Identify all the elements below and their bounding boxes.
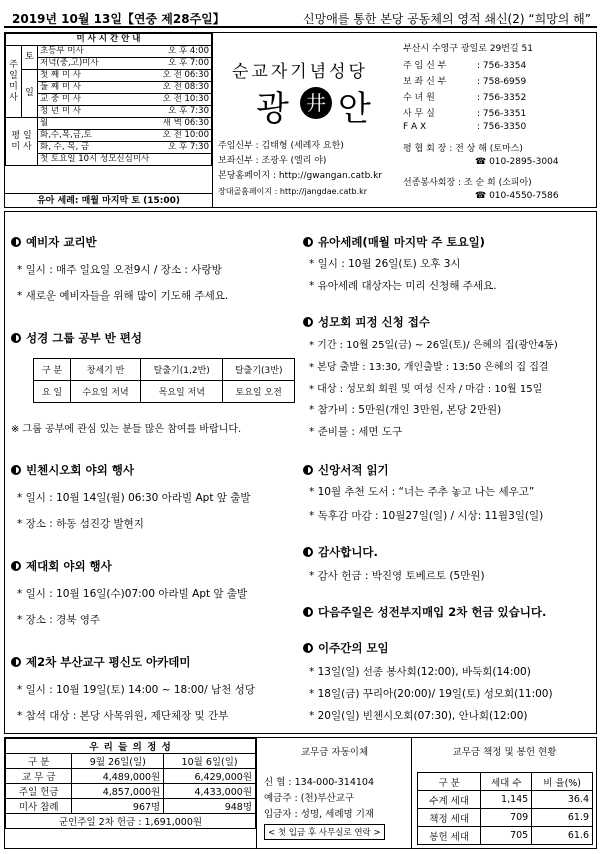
section-bullet-icon <box>11 657 21 667</box>
section-bullet-icon <box>303 547 313 557</box>
contact-office-note: < 첫 입금 후 사무실로 연락 > <box>264 824 385 840</box>
schedule-row: 화,수,목,금,토 오 전 10:00 <box>38 130 212 142</box>
section-bullet-icon <box>11 561 21 571</box>
list-item: * 10월 추천 도서 : “너는 주추 놓고 나는 세우고” <box>309 486 535 498</box>
parish-brand <box>214 33 390 208</box>
table-cell: 탈출기(1,2반) <box>141 359 223 381</box>
table-cell: 1,145 <box>481 791 532 809</box>
list-item: * 기간 : 10월 25일(금) ~ 26일(토)/ 은혜의 집(광안4동) <box>309 340 558 351</box>
year-theme: 신망애를 통한 본당 공동체의 영적 쇄신(2) “희망의 해” <box>303 12 591 26</box>
list-item: * 일시 : 10월 16일(수)07:00 아라빌 Apt 앞 출발 <box>17 588 248 600</box>
contact-row: 사 무 실 : 756-3351 <box>403 109 527 119</box>
schedule-row: 청 년 미 사 오 후 7:30 <box>38 106 212 118</box>
issue-date: 2019년 10월 13일【연중 제28주일】 <box>12 12 225 26</box>
table-cell: 9월 26일(일) <box>72 754 164 769</box>
table-cell: 수요일 저녁 <box>71 381 141 403</box>
address: 부산시 수영구 광일로 29번길 51 <box>403 44 533 54</box>
contact-row: 보 좌 신 부 : 758-6959 <box>403 77 527 87</box>
sunday-label: 일 <box>22 70 38 118</box>
section-title: 유아세례(매월 마지막 주 토요일) <box>303 234 485 250</box>
auto-title: 교무금 자동이체 <box>300 747 369 758</box>
missionary-phone: ☎ 010-4550-7586 <box>475 191 559 201</box>
clergy-info <box>218 139 382 199</box>
schedule-row: 화, 수, 목, 금 오 후 7:30 <box>38 142 212 154</box>
table-cell: 봉헌 세대 <box>418 827 481 845</box>
status-title: 교무금 책정 및 봉헌 현황 <box>452 747 557 758</box>
table-cell: 세대 수 <box>481 773 532 791</box>
bible-group-table <box>33 358 295 403</box>
schedule-row: 초등부 미사 오 후 4:00 <box>38 46 212 58</box>
list-item: * 일시 : 10월 19일(토) 14:00 ~ 18:00/ 남천 성당 <box>17 684 255 696</box>
section-title: 신앙서적 읽기 <box>303 462 389 478</box>
table-cell: 4,857,000원 <box>72 784 164 799</box>
section-title: 감사합니다. <box>303 544 378 560</box>
table-cell: 책정 세대 <box>418 809 481 827</box>
table-cell: 창세기 반 <box>71 359 141 381</box>
table-cell: 61.6 <box>532 827 593 845</box>
offering-title: 우 리 들 의 정 성 <box>6 739 256 754</box>
table-cell: 탈출기(3반) <box>223 359 295 381</box>
table-cell: 교 무 금 <box>6 769 72 784</box>
assessment-status <box>413 738 596 848</box>
brand-name-left: 광 <box>256 89 289 129</box>
section-bullet-icon <box>11 237 21 247</box>
section-title: 성모회 피정 신청 접수 <box>303 314 430 330</box>
section-bullet-icon <box>303 643 313 653</box>
list-item: * 본당 출발 : 13:30, 개인출발 : 13:50 은혜의 집 집결 <box>309 362 549 373</box>
section-title: 빈첸시오회 야외 행사 <box>11 462 134 478</box>
top-bar <box>4 6 597 28</box>
mass-schedule <box>5 33 213 193</box>
pastor-line: 주임신부 : 김태형 (세례자 요한) <box>218 141 344 151</box>
list-item: * 일시 : 10월 26일(토) 오후 3시 <box>309 258 461 270</box>
table-cell: 주일 헌금 <box>6 784 72 799</box>
weekday-mass-label: 평 일 미 사 <box>6 118 38 166</box>
brand-subtitle: 순교자기념성당 <box>232 62 368 82</box>
missionary-president: 선종봉사회장 : 조 순 희 (소피아) <box>403 178 532 188</box>
contact-row: 주 임 신 부 : 756-3354 <box>403 61 527 71</box>
schedule-title: 미 사 시 간 안 내 <box>6 34 212 46</box>
infant-baptism-note: 유아 세례: 매월 마지막 토 (15:00) <box>5 193 213 208</box>
table-cell: 948명 <box>164 799 256 814</box>
schedule-row: 저녁(중,고)미사 오 후 7:00 <box>38 58 212 70</box>
schedule-row: 교 중 미 사 오 전 10:30 <box>38 94 212 106</box>
schedule-row: 월 새 벽 06:30 <box>38 118 212 130</box>
list-item: * 20일(일) 빈첸시오회(07:30), 안나회(12:00) <box>309 710 528 722</box>
header-box <box>4 32 597 208</box>
schedule-row: 둘 째 미 사 오 전 08:30 <box>38 82 212 94</box>
list-item: * 새로운 예비자들을 위해 많이 기도해 주세요. <box>17 290 229 302</box>
section-title: 이주간의 모임 <box>303 640 389 656</box>
auto-transfer <box>258 738 412 848</box>
list-item: * 13일(일) 선종 봉사회(12:00), 바둑회(14:00) <box>309 666 531 678</box>
council-phone: ☎ 010-2895-3004 <box>475 157 559 167</box>
table-cell: 61.9 <box>532 809 593 827</box>
table-cell: 36.4 <box>532 791 593 809</box>
contact-info <box>395 33 597 208</box>
list-item: * 일시 : 10월 14일(월) 06:30 아라빌 Apt 앞 출발 <box>17 492 251 504</box>
military-offering: 군인주일 2차 헌금 : 1,691,000원 <box>6 814 256 829</box>
section-bullet-icon <box>303 317 313 327</box>
depositor-note: 입금자 : 성명, 세례명 기재 <box>264 809 375 820</box>
contact-row: 수 녀 원 : 756-3352 <box>403 93 527 103</box>
table-cell: 구 분 <box>418 773 481 791</box>
table-cell: 705 <box>481 827 532 845</box>
offering-table <box>5 738 257 848</box>
list-item: * 준비물 : 세면 도구 <box>309 426 403 438</box>
table-cell: 미사 참례 <box>6 799 72 814</box>
notices-area <box>4 211 597 734</box>
bank-account: 신 협 : 134-000-314104 <box>264 777 375 788</box>
schedule-row: 첫 째 미 사 오 전 06:30 <box>38 70 212 82</box>
section-title: 성경 그룹 공부 반 편성 <box>11 330 142 346</box>
parish-emblem-icon: 井 <box>300 87 332 119</box>
list-item: * 장소 : 하동 섬진강 발현지 <box>17 518 144 530</box>
table-cell: 4,433,000원 <box>164 784 256 799</box>
sunday-mass-label: 주 일 미 사 <box>6 46 22 118</box>
list-item: * 18일(금) 꾸리아(20:00)/ 19일(토) 성모회(11:00) <box>309 688 553 700</box>
section-title: 제2차 부산교구 평신도 아카데미 <box>11 654 190 670</box>
brand-name-right: 안 <box>338 89 371 129</box>
group-note: ※ 그룹 공부에 관심 있는 분들 많은 참여를 바랍니다. <box>11 424 242 435</box>
table-cell: 4,489,000원 <box>72 769 164 784</box>
homepage-link[interactable]: 본당홈페이지 : http://gwangan.catb.kr <box>218 171 383 181</box>
table-cell: 비 율(%) <box>532 773 593 791</box>
list-item: * 독후감 마감 : 10월27일(일) / 시상: 11월3일(일) <box>309 510 544 522</box>
list-item: * 대상 : 성모회 회원 및 여성 신자 / 마감 : 10월 15일 <box>309 384 543 395</box>
contact-row: F A X : 756-3350 <box>403 122 527 132</box>
table-cell: 요 일 <box>34 381 71 403</box>
list-item: * 유아세례 대상자는 미리 신청해 주세요. <box>309 280 497 292</box>
assistant-line: 보좌신부 : 조광우 (엘리 야) <box>218 156 327 166</box>
table-cell: 구 분 <box>6 754 72 769</box>
section-bullet-icon <box>303 607 313 617</box>
account-holder: 예금주 : (천)부산교구 <box>264 793 355 804</box>
list-item: * 참석 대상 : 본당 사목위원, 제단체장 및 간부 <box>17 710 229 722</box>
list-item: * 장소 : 경북 영주 <box>17 614 100 626</box>
table-cell: 967명 <box>72 799 164 814</box>
section-title: 제대회 야외 행사 <box>11 558 112 574</box>
table-cell: 구 분 <box>34 359 71 381</box>
section-bullet-icon <box>11 465 21 475</box>
table-cell: 6,429,000원 <box>164 769 256 784</box>
section-title: 예비자 교리반 <box>11 234 97 250</box>
council-president: 평 협 회 장 : 전 상 해 (토마스) <box>403 144 523 154</box>
section-bullet-icon <box>303 465 313 475</box>
table-cell: 토요일 오전 <box>223 381 295 403</box>
table-cell: 목요일 저녁 <box>141 381 223 403</box>
list-item: * 일시 : 매주 일요일 오전9시 / 장소 : 사랑방 <box>17 264 222 276</box>
section-bullet-icon <box>11 333 21 343</box>
section-bullet-icon <box>303 237 313 247</box>
footer-box <box>4 737 597 849</box>
saturday-label: 토 <box>22 46 38 70</box>
section-title: 다음주일은 성전부지매입 2차 헌금 있습니다. <box>303 604 546 620</box>
table-cell: 709 <box>481 809 532 827</box>
table-cell: 10월 6일(일) <box>164 754 256 769</box>
jangdae-link[interactable]: 장대골홈페이지 : http://jangdae.catb.kr <box>218 187 368 196</box>
list-item: * 감사 헌금 : 박진영 토베르토 (5만원) <box>309 570 485 582</box>
schedule-row: 첫 토요일 10시 성모신심미사 <box>38 154 212 166</box>
table-cell: 수계 세대 <box>418 791 481 809</box>
list-item: * 참가비 : 5만원(개인 3만원, 본당 2만원) <box>309 404 502 416</box>
